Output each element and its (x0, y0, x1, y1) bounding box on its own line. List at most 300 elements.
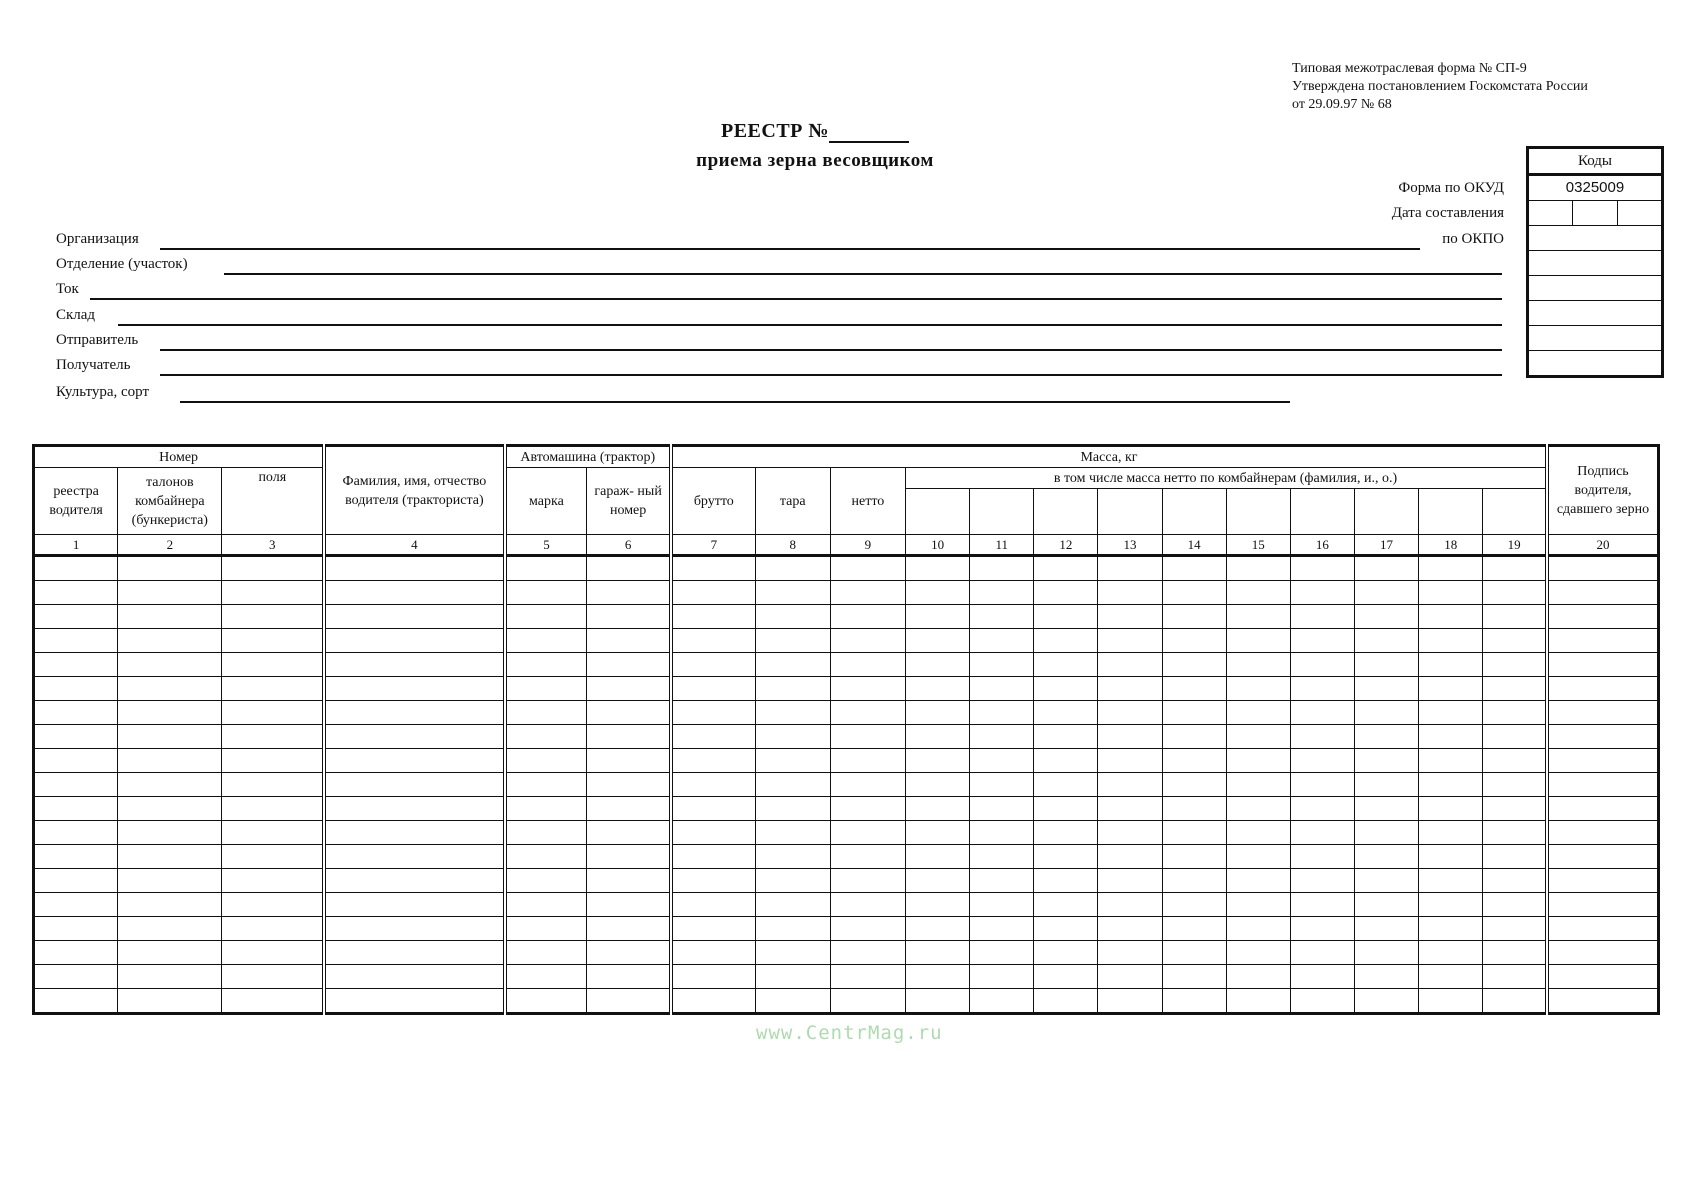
table-cell[interactable] (755, 989, 830, 1014)
table-cell[interactable] (1354, 725, 1418, 749)
table-cell[interactable] (118, 821, 222, 845)
table-cell[interactable] (1354, 629, 1418, 653)
table-cell[interactable] (1547, 797, 1659, 821)
threshing-floor-line[interactable] (90, 298, 1502, 300)
table-cell[interactable] (830, 773, 905, 797)
table-cell[interactable] (1226, 653, 1290, 677)
table-cell[interactable] (222, 556, 324, 581)
table-cell[interactable] (118, 917, 222, 941)
codes-cell[interactable] (1529, 251, 1661, 276)
table-cell[interactable] (1098, 749, 1162, 773)
table-cell[interactable] (1290, 725, 1354, 749)
table-cell[interactable] (1162, 773, 1226, 797)
table-cell[interactable] (1226, 556, 1290, 581)
table-cell[interactable] (1547, 869, 1659, 893)
table-cell[interactable] (1547, 917, 1659, 941)
table-cell[interactable] (1483, 797, 1547, 821)
table-cell[interactable] (1098, 917, 1162, 941)
table-cell[interactable] (1419, 773, 1483, 797)
table-cell[interactable] (505, 797, 587, 821)
table-cell[interactable] (1226, 989, 1290, 1014)
table-cell[interactable] (906, 797, 970, 821)
table-cell[interactable] (1354, 917, 1418, 941)
table-cell[interactable] (1419, 605, 1483, 629)
table-cell[interactable] (1547, 773, 1659, 797)
table-cell[interactable] (671, 556, 755, 581)
table-cell[interactable] (1483, 821, 1547, 845)
table-cell[interactable] (587, 556, 671, 581)
table-cell[interactable] (505, 701, 587, 725)
table-cell[interactable] (1483, 845, 1547, 869)
table-cell[interactable] (1547, 581, 1659, 605)
table-cell[interactable] (1483, 941, 1547, 965)
table-cell[interactable] (970, 941, 1034, 965)
table-cell[interactable] (324, 749, 504, 773)
table-cell[interactable] (587, 821, 671, 845)
table-cell[interactable] (1098, 965, 1162, 989)
table-cell[interactable] (324, 869, 504, 893)
table-cell[interactable] (755, 869, 830, 893)
table-cell[interactable] (505, 845, 587, 869)
table-cell[interactable] (587, 581, 671, 605)
okpo-cell[interactable] (1529, 226, 1661, 251)
combiner-name-cell[interactable] (1034, 489, 1098, 535)
table-cell[interactable] (1034, 629, 1098, 653)
table-cell[interactable] (505, 653, 587, 677)
table-cell[interactable] (671, 725, 755, 749)
table-cell[interactable] (755, 773, 830, 797)
table-cell[interactable] (1354, 773, 1418, 797)
table-cell[interactable] (1419, 797, 1483, 821)
table-cell[interactable] (587, 701, 671, 725)
table-cell[interactable] (755, 701, 830, 725)
table-cell[interactable] (1290, 917, 1354, 941)
table-cell[interactable] (1547, 965, 1659, 989)
table-cell[interactable] (830, 677, 905, 701)
table-cell[interactable] (1354, 701, 1418, 725)
table-cell[interactable] (970, 725, 1034, 749)
table-cell[interactable] (671, 629, 755, 653)
table-cell[interactable] (1226, 893, 1290, 917)
table-cell[interactable] (671, 965, 755, 989)
table-cell[interactable] (671, 677, 755, 701)
table-cell[interactable] (1098, 581, 1162, 605)
table-cell[interactable] (1162, 677, 1226, 701)
table-cell[interactable] (1547, 749, 1659, 773)
table-cell[interactable] (1226, 821, 1290, 845)
table-cell[interactable] (1034, 869, 1098, 893)
combiner-name-cell[interactable] (1098, 489, 1162, 535)
table-cell[interactable] (222, 869, 324, 893)
table-cell[interactable] (1098, 629, 1162, 653)
table-cell[interactable] (1290, 629, 1354, 653)
table-cell[interactable] (587, 845, 671, 869)
table-cell[interactable] (1419, 556, 1483, 581)
table-cell[interactable] (1547, 556, 1659, 581)
table-cell[interactable] (1034, 797, 1098, 821)
table-cell[interactable] (755, 581, 830, 605)
table-cell[interactable] (324, 629, 504, 653)
table-cell[interactable] (906, 989, 970, 1014)
table-cell[interactable] (1419, 965, 1483, 989)
table-cell[interactable] (1162, 845, 1226, 869)
table-cell[interactable] (906, 845, 970, 869)
table-cell[interactable] (1483, 677, 1547, 701)
table-cell[interactable] (830, 917, 905, 941)
table-cell[interactable] (755, 677, 830, 701)
table-cell[interactable] (505, 893, 587, 917)
table-cell[interactable] (830, 965, 905, 989)
table-cell[interactable] (1098, 556, 1162, 581)
table-cell[interactable] (1419, 677, 1483, 701)
table-cell[interactable] (1483, 556, 1547, 581)
table-cell[interactable] (970, 701, 1034, 725)
table-cell[interactable] (34, 989, 118, 1014)
table-cell[interactable] (1226, 629, 1290, 653)
table-cell[interactable] (671, 773, 755, 797)
table-cell[interactable] (1354, 581, 1418, 605)
table-cell[interactable] (1290, 701, 1354, 725)
table-cell[interactable] (34, 701, 118, 725)
table-cell[interactable] (1547, 821, 1659, 845)
table-cell[interactable] (671, 869, 755, 893)
table-cell[interactable] (1290, 893, 1354, 917)
table-cell[interactable] (1098, 725, 1162, 749)
table-cell[interactable] (505, 749, 587, 773)
table-cell[interactable] (906, 677, 970, 701)
table-cell[interactable] (1419, 653, 1483, 677)
table-cell[interactable] (970, 581, 1034, 605)
table-cell[interactable] (1162, 797, 1226, 821)
table-cell[interactable] (1162, 989, 1226, 1014)
table-cell[interactable] (1290, 941, 1354, 965)
table-cell[interactable] (505, 965, 587, 989)
table-cell[interactable] (1483, 725, 1547, 749)
department-line[interactable] (224, 273, 1502, 275)
table-cell[interactable] (587, 965, 671, 989)
table-cell[interactable] (34, 677, 118, 701)
table-cell[interactable] (34, 845, 118, 869)
table-cell[interactable] (671, 821, 755, 845)
table-cell[interactable] (118, 869, 222, 893)
table-cell[interactable] (1162, 869, 1226, 893)
table-cell[interactable] (34, 749, 118, 773)
table-cell[interactable] (830, 653, 905, 677)
table-cell[interactable] (118, 629, 222, 653)
table-cell[interactable] (1547, 845, 1659, 869)
table-cell[interactable] (906, 556, 970, 581)
table-cell[interactable] (1290, 773, 1354, 797)
table-cell[interactable] (970, 749, 1034, 773)
table-cell[interactable] (1290, 965, 1354, 989)
codes-cell[interactable] (1529, 276, 1661, 301)
table-cell[interactable] (1354, 797, 1418, 821)
table-cell[interactable] (1098, 845, 1162, 869)
table-cell[interactable] (222, 965, 324, 989)
table-cell[interactable] (1098, 941, 1162, 965)
date-cells[interactable] (1529, 201, 1661, 226)
table-cell[interactable] (1162, 581, 1226, 605)
table-cell[interactable] (1354, 605, 1418, 629)
table-cell[interactable] (671, 581, 755, 605)
table-cell[interactable] (1547, 605, 1659, 629)
table-cell[interactable] (1419, 581, 1483, 605)
table-cell[interactable] (1162, 653, 1226, 677)
table-cell[interactable] (118, 701, 222, 725)
table-cell[interactable] (1226, 797, 1290, 821)
table-cell[interactable] (1419, 989, 1483, 1014)
table-cell[interactable] (324, 677, 504, 701)
table-cell[interactable] (906, 653, 970, 677)
table-cell[interactable] (830, 725, 905, 749)
table-cell[interactable] (1483, 701, 1547, 725)
table-cell[interactable] (505, 556, 587, 581)
table-cell[interactable] (1162, 629, 1226, 653)
table-cell[interactable] (1290, 653, 1354, 677)
table-cell[interactable] (324, 581, 504, 605)
table-cell[interactable] (1098, 989, 1162, 1014)
table-cell[interactable] (970, 773, 1034, 797)
table-cell[interactable] (222, 773, 324, 797)
table-cell[interactable] (222, 821, 324, 845)
table-cell[interactable] (830, 893, 905, 917)
table-cell[interactable] (1419, 845, 1483, 869)
table-cell[interactable] (34, 821, 118, 845)
combiner-name-cell[interactable] (1354, 489, 1418, 535)
table-cell[interactable] (118, 941, 222, 965)
table-cell[interactable] (1290, 556, 1354, 581)
table-cell[interactable] (830, 821, 905, 845)
table-cell[interactable] (906, 821, 970, 845)
table-cell[interactable] (830, 749, 905, 773)
table-cell[interactable] (505, 941, 587, 965)
table-cell[interactable] (1098, 869, 1162, 893)
table-cell[interactable] (755, 845, 830, 869)
codes-cell[interactable] (1529, 351, 1661, 375)
table-cell[interactable] (906, 629, 970, 653)
table-cell[interactable] (970, 629, 1034, 653)
table-cell[interactable] (34, 725, 118, 749)
table-cell[interactable] (324, 821, 504, 845)
table-cell[interactable] (324, 556, 504, 581)
table-cell[interactable] (1547, 941, 1659, 965)
table-cell[interactable] (1354, 893, 1418, 917)
table-cell[interactable] (118, 581, 222, 605)
table-cell[interactable] (505, 917, 587, 941)
table-cell[interactable] (970, 917, 1034, 941)
table-cell[interactable] (587, 773, 671, 797)
table-cell[interactable] (1034, 965, 1098, 989)
table-cell[interactable] (1483, 989, 1547, 1014)
table-cell[interactable] (587, 749, 671, 773)
table-cell[interactable] (970, 845, 1034, 869)
table-cell[interactable] (671, 941, 755, 965)
table-cell[interactable] (1290, 605, 1354, 629)
table-cell[interactable] (587, 605, 671, 629)
table-cell[interactable] (587, 677, 671, 701)
table-cell[interactable] (34, 941, 118, 965)
table-cell[interactable] (1098, 821, 1162, 845)
table-cell[interactable] (587, 629, 671, 653)
table-cell[interactable] (1483, 773, 1547, 797)
table-cell[interactable] (906, 941, 970, 965)
table-cell[interactable] (118, 965, 222, 989)
table-cell[interactable] (34, 556, 118, 581)
table-cell[interactable] (1354, 653, 1418, 677)
table-cell[interactable] (118, 845, 222, 869)
table-cell[interactable] (970, 965, 1034, 989)
combiner-name-cell[interactable] (1226, 489, 1290, 535)
table-cell[interactable] (118, 653, 222, 677)
table-cell[interactable] (830, 556, 905, 581)
table-cell[interactable] (1098, 653, 1162, 677)
table-cell[interactable] (1226, 773, 1290, 797)
table-cell[interactable] (671, 893, 755, 917)
table-cell[interactable] (1034, 605, 1098, 629)
table-cell[interactable] (587, 917, 671, 941)
table-cell[interactable] (1098, 605, 1162, 629)
table-cell[interactable] (1419, 629, 1483, 653)
table-cell[interactable] (1354, 556, 1418, 581)
table-cell[interactable] (970, 821, 1034, 845)
table-cell[interactable] (1290, 581, 1354, 605)
table-cell[interactable] (324, 605, 504, 629)
table-cell[interactable] (1034, 941, 1098, 965)
table-cell[interactable] (1162, 917, 1226, 941)
table-cell[interactable] (1034, 821, 1098, 845)
table-cell[interactable] (34, 653, 118, 677)
table-cell[interactable] (34, 773, 118, 797)
table-cell[interactable] (1354, 869, 1418, 893)
table-cell[interactable] (970, 653, 1034, 677)
table-cell[interactable] (1098, 797, 1162, 821)
table-cell[interactable] (1483, 869, 1547, 893)
table-cell[interactable] (830, 581, 905, 605)
table-cell[interactable] (671, 701, 755, 725)
table-cell[interactable] (1034, 653, 1098, 677)
table-cell[interactable] (1162, 725, 1226, 749)
table-cell[interactable] (118, 605, 222, 629)
table-cell[interactable] (906, 917, 970, 941)
table-cell[interactable] (324, 653, 504, 677)
table-cell[interactable] (324, 893, 504, 917)
table-cell[interactable] (1354, 845, 1418, 869)
table-cell[interactable] (1354, 821, 1418, 845)
table-cell[interactable] (1034, 677, 1098, 701)
table-cell[interactable] (1483, 653, 1547, 677)
table-cell[interactable] (970, 893, 1034, 917)
table-cell[interactable] (324, 773, 504, 797)
table-cell[interactable] (906, 869, 970, 893)
table-cell[interactable] (1034, 725, 1098, 749)
table-cell[interactable] (505, 725, 587, 749)
table-cell[interactable] (1226, 845, 1290, 869)
table-cell[interactable] (1419, 701, 1483, 725)
table-cell[interactable] (222, 941, 324, 965)
table-cell[interactable] (970, 869, 1034, 893)
table-cell[interactable] (587, 653, 671, 677)
table-cell[interactable] (1162, 701, 1226, 725)
table-cell[interactable] (1419, 869, 1483, 893)
table-cell[interactable] (906, 725, 970, 749)
table-cell[interactable] (222, 701, 324, 725)
table-cell[interactable] (1034, 893, 1098, 917)
table-cell[interactable] (505, 869, 587, 893)
table-cell[interactable] (755, 965, 830, 989)
table-cell[interactable] (671, 845, 755, 869)
table-cell[interactable] (906, 893, 970, 917)
table-cell[interactable] (324, 965, 504, 989)
table-cell[interactable] (1354, 941, 1418, 965)
table-cell[interactable] (1034, 556, 1098, 581)
table-cell[interactable] (970, 605, 1034, 629)
table-cell[interactable] (1098, 893, 1162, 917)
table-cell[interactable] (222, 605, 324, 629)
table-cell[interactable] (1290, 989, 1354, 1014)
combiner-name-cell[interactable] (1162, 489, 1226, 535)
table-cell[interactable] (34, 917, 118, 941)
table-cell[interactable] (505, 821, 587, 845)
table-cell[interactable] (1290, 797, 1354, 821)
table-cell[interactable] (970, 677, 1034, 701)
table-cell[interactable] (1354, 749, 1418, 773)
table-cell[interactable] (34, 605, 118, 629)
table-cell[interactable] (1547, 677, 1659, 701)
table-cell[interactable] (1547, 629, 1659, 653)
table-cell[interactable] (1290, 749, 1354, 773)
table-cell[interactable] (1034, 989, 1098, 1014)
table-cell[interactable] (1226, 965, 1290, 989)
table-cell[interactable] (324, 989, 504, 1014)
combiner-name-cell[interactable] (906, 489, 970, 535)
table-cell[interactable] (587, 797, 671, 821)
table-cell[interactable] (1290, 845, 1354, 869)
table-cell[interactable] (1290, 677, 1354, 701)
codes-cell[interactable] (1529, 301, 1661, 326)
table-cell[interactable] (755, 556, 830, 581)
table-cell[interactable] (671, 797, 755, 821)
table-cell[interactable] (222, 797, 324, 821)
table-cell[interactable] (587, 989, 671, 1014)
table-cell[interactable] (906, 773, 970, 797)
table-cell[interactable] (222, 989, 324, 1014)
table-cell[interactable] (222, 893, 324, 917)
table-cell[interactable] (1483, 581, 1547, 605)
table-cell[interactable] (118, 893, 222, 917)
table-cell[interactable] (1162, 941, 1226, 965)
table-cell[interactable] (587, 941, 671, 965)
table-cell[interactable] (1483, 749, 1547, 773)
table-cell[interactable] (34, 869, 118, 893)
table-cell[interactable] (830, 629, 905, 653)
table-cell[interactable] (34, 797, 118, 821)
table-cell[interactable] (1226, 677, 1290, 701)
table-cell[interactable] (1419, 821, 1483, 845)
table-cell[interactable] (755, 797, 830, 821)
table-cell[interactable] (830, 701, 905, 725)
combiner-name-cell[interactable] (970, 489, 1034, 535)
table-cell[interactable] (755, 893, 830, 917)
table-cell[interactable] (324, 941, 504, 965)
table-cell[interactable] (505, 581, 587, 605)
table-cell[interactable] (1226, 941, 1290, 965)
table-cell[interactable] (1226, 701, 1290, 725)
table-cell[interactable] (1226, 725, 1290, 749)
table-cell[interactable] (222, 845, 324, 869)
table-cell[interactable] (1162, 556, 1226, 581)
table-cell[interactable] (1354, 965, 1418, 989)
table-cell[interactable] (1162, 965, 1226, 989)
